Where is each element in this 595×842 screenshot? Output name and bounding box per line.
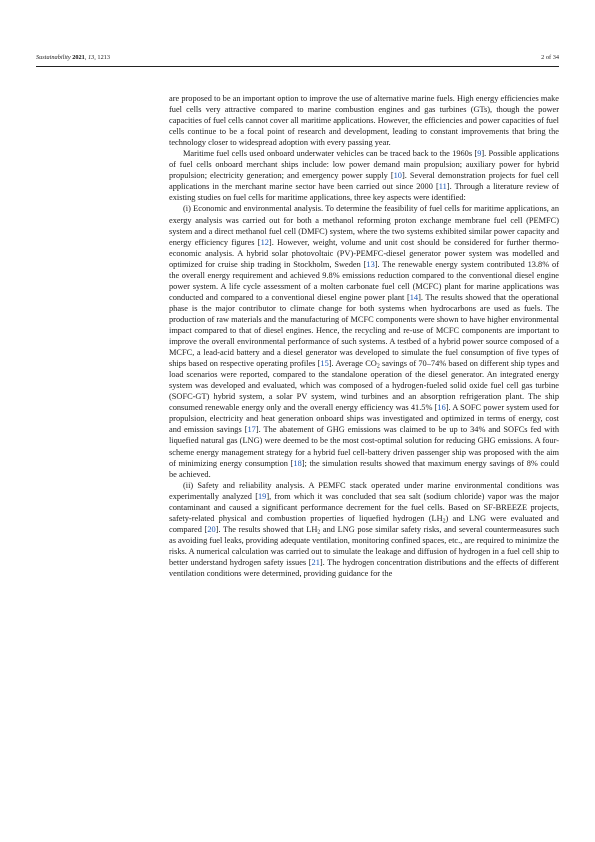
subscript: 2 (317, 529, 321, 536)
citation-link[interactable]: 14 (409, 292, 419, 302)
running-header (36, 53, 559, 63)
citation-link[interactable]: 13 (366, 259, 375, 269)
citation-link[interactable]: 9 (477, 149, 482, 159)
journal-volume: 13 (87, 54, 95, 61)
page-number: 2 of 34 (541, 54, 559, 61)
paragraph: Maritime fuel cells used onboard underwater vehicles can be traced back to the 1960s [9]. Possible applications of fuel cells onboard merchant ships include: low power demand main propulsion; auxiliary power for hybrid propulsion; electricity generation; and emergency power supply [10]. Several demonstration projects for fuel cell applications in the merchant marine sector have been carried out since 2000 [11]. Through a literature review of existing studies on fuel cells for maritime applications, three key aspects were identified: (169, 149, 559, 203)
citation-link[interactable]: 11 (438, 182, 447, 192)
journal-citation: Sustainability 2021, 13, 1213 (36, 54, 111, 61)
citation-link[interactable]: 21 (311, 557, 320, 567)
citation-link[interactable]: 18 (293, 458, 302, 468)
header-rule (36, 66, 559, 67)
paragraph: are proposed to be an important option to improve the use of alternative marine fuels. High energy efficiencies make fuel cells very attractive compared to marine combustion engines and gas turbines (GTs), though the power capacities of fuel cells cannot cover all maritime applications. However, the efficiencies and power capacities of fuel cells continue to be a focal point of research and development, leading to constant improvements that bring the technology closer to widespread adoption with every passing year. (169, 94, 559, 148)
citation-link[interactable]: 19 (257, 491, 267, 501)
article-number: 1213 (97, 54, 111, 61)
subscript: 2 (376, 363, 380, 370)
journal-name: Sustainability (36, 54, 71, 61)
citation-link[interactable]: 16 (437, 403, 446, 413)
article-body (169, 93, 559, 579)
citation-link[interactable]: 15 (320, 359, 329, 369)
paragraph: (i) Economic and environmental analysis. To determine the feasibility of fuel cells for maritime applications, an exergy analysis was carried out for both a methanol reforming proton exchange membrane fuel cell (PEMFC) system and a direct methanol fuel cell (DMFC) system, where the two systems exhibited similar power capacity and energy efficiency figures [12]. However, weight, volume and unit cost should be considered for further thermo-economic analysis. A hybrid solar photovoltaic (PV)-PEMFC-diesel generator power system was modelled and optimized for cruise ship trading in Stockholm, Sweden [13]. The renewable energy system contributed 13.8% of the overall energy requirement and achieved 9.8% emissions reduction compared to the conventional diesel engine power system. A life cycle assessment of a molten carbonate fuel cell (MCFC) plant for marine applications was conducted and compared to a conventional diesel engine power plant [14]. The results showed that the operational phase is the major contributor to climate change for both systems when hydrocarbons are used as fuels. The production of raw materials and the manufacturing of MCFC components were shown to have higher environmental impact compared to that of diesel engines. Hence, the recycling and re-use of MCFC components are important to improve the overall environmental performance of such systems. A testbed of a hybrid power source composed of a MCFC, a lead-acid battery and a diesel generator was developed to simulate the fuel consumption of five types of ships based on respective operating profiles [15]. Average $CO_2$ savings of 70–74% based on different ship types and load scenarios were reported, compared to the standalone operation of the diesel generator. An integrated energy system was developed and evaluated, which was composed of a hydrogen-fueled solid oxide fuel cell gas turbine (SOFC-GT) hybrid system, a solar PV system, wind turbines and an absorption refrigeration plant. The ship consumed renewable energy only and the overall energy efficiency was 41.5% [16]. A SOFC power system used for propulsion, electricity and heat generation onboard ships was investigated and optimized in terms of energy, cost and emission savings [17]. The abatement of GHG emissions was claimed to be up to 34% and SOFCs fed with liquefied natural gas (LNG) were deemed to be the most cost-optimal solution for reducing GHG emissions. A four-scheme energy management strategy for a hybrid fuel cell-battery driven passenger ship was proposed with the aim of minimizing energy consumption [18]; the simulation results showed that maximum energy savings of 8% could be achieved. (169, 204, 559, 479)
citation-link[interactable]: 17 (247, 425, 256, 435)
citation-link[interactable]: 10 (393, 171, 402, 181)
journal-year: 2021 (72, 54, 85, 61)
subscript: 2 (442, 518, 446, 525)
paragraph: (ii) Safety and reliability analysis. A PEMFC stack operated under marine environmental conditions was experimentally analyzed [19], from which it was concluded that sea salt (sodium chloride) vapor was the major contaminant and caused a significant performance decrement for the fuel cells. Based on SF-BREEZE projects, safety-related physical and combustion properties of liquefied hydrogen $(LH_2)$ and LNG were evaluated and compared [20]. The results showed that $LH_2$ and LNG pose similar safety risks, and several countermeasures such as avoiding fuel leaks, providing adequate ventilation, monitoring confined spaces, etc., are required to minimize the risks. A numerical calculation was carried out to simulate the leakage and diffusion of hydrogen in a fuel cell ship to better understand hydrogen safety issues [21]. The hydrogen concentration distributions and the effects of different ventilation conditions were determined, providing guidance for the (169, 480, 560, 579)
citation-link[interactable]: 12 (260, 237, 269, 247)
citation-link[interactable]: 20 (207, 524, 216, 534)
